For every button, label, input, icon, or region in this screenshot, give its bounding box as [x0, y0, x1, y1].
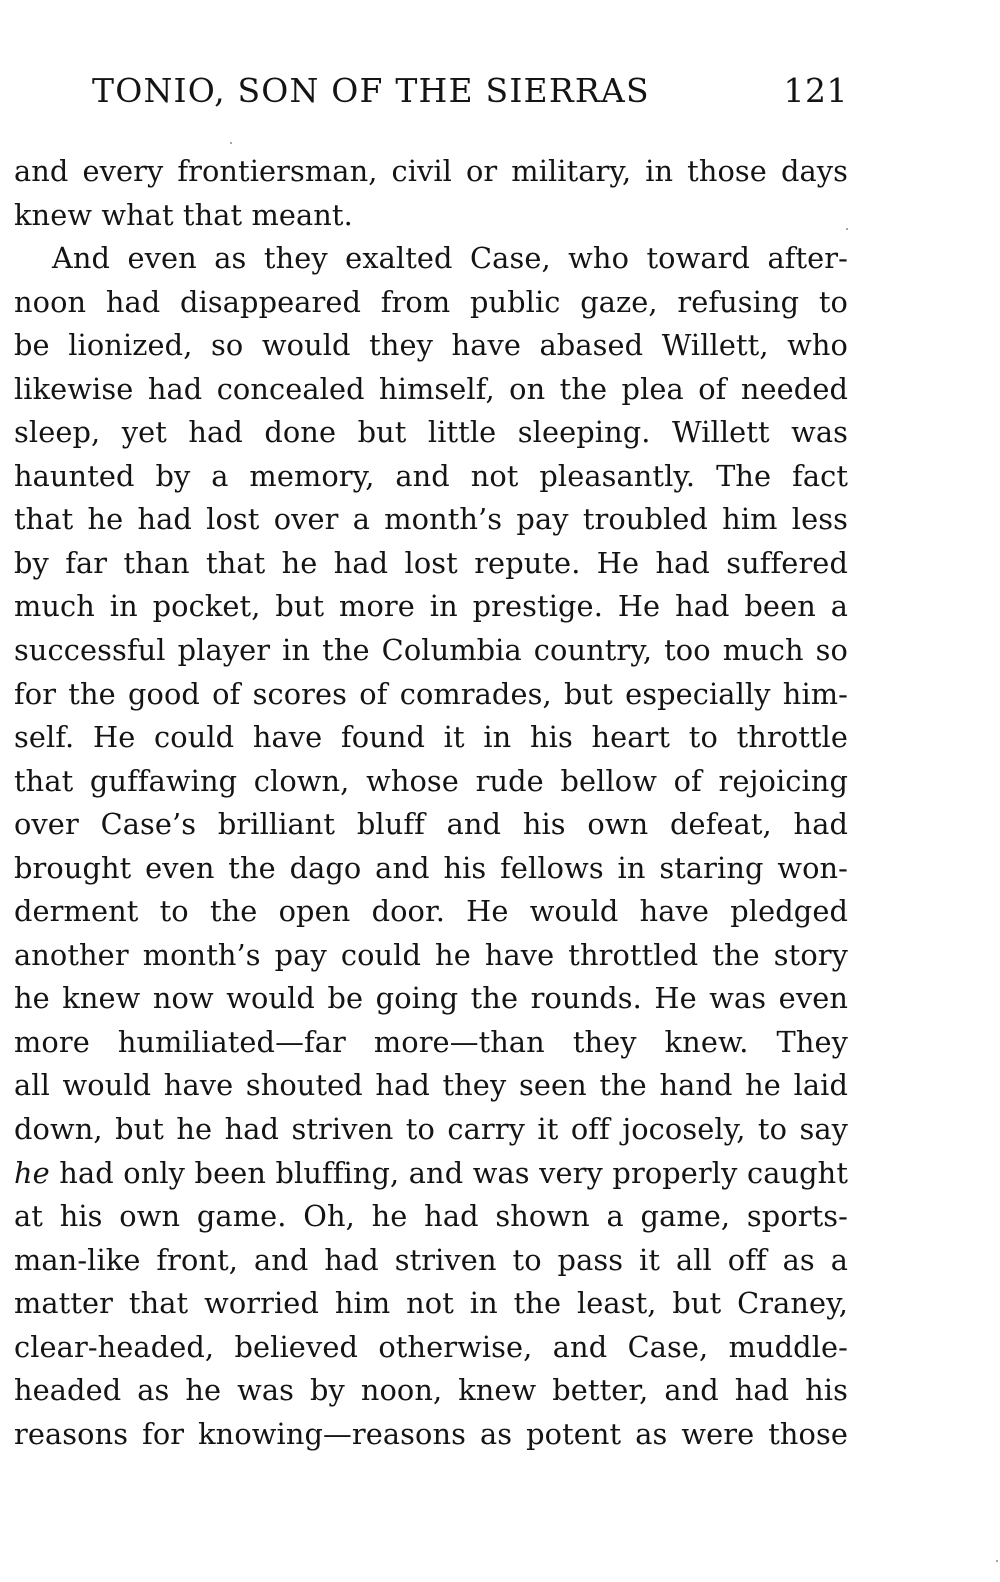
- text-line: brought even the dago and his fellows in staring won-: [14, 850, 848, 885]
- scan-speck: [846, 228, 848, 230]
- text-line-rest: had only been bluffing, and was very properly caught: [49, 1155, 848, 1190]
- text-line: man-like front, and had striven to pass it all off as a: [14, 1242, 848, 1277]
- text-line: he knew now would be going the rounds. He was even: [14, 981, 848, 1016]
- italic-word: he: [14, 1155, 50, 1190]
- text-line: successful player in the Columbia country, too much so: [14, 633, 848, 668]
- text-line: by far than that he had lost repute. He had suffered: [14, 545, 848, 580]
- text-line: sleep, yet had done but little sleeping. Willett was: [14, 415, 848, 450]
- text-line: at his own game. Oh, he had shown a game, sports-: [14, 1199, 848, 1234]
- text-line: another month’s pay could he have throttled the story: [14, 937, 848, 972]
- scan-speck: [996, 1560, 998, 1562]
- text-line: for the good of scores of comrades, but especially him-: [14, 676, 848, 711]
- scan-speck: [230, 142, 232, 144]
- text-line: matter that worried him not in the least, but Craney,: [14, 1286, 848, 1321]
- text-line: much in pocket, but more in prestige. He had been a: [14, 589, 848, 624]
- text-line: derment to the open door. He would have pledged: [14, 894, 848, 929]
- text-line: And even as they exalted Case, who toward after-: [52, 241, 848, 276]
- text-line: noon had disappeared from public gaze, refusing to: [14, 284, 848, 319]
- text-line: over Case’s brilliant bluff and his own defeat, had: [14, 807, 848, 842]
- text-line: knew what that meant.: [14, 197, 353, 232]
- text-line: [14, 1152, 848, 1196]
- text-line: more humiliated—far more—than they knew. They: [14, 1024, 848, 1059]
- text-line: self. He could have found it in his heart to throttle: [14, 720, 848, 755]
- text-line: clear-headed, believed otherwise, and Case, muddle-: [14, 1329, 848, 1364]
- text-line: headed as he was by noon, knew better, and had his: [14, 1373, 848, 1408]
- running-head: [14, 66, 848, 116]
- text-line: haunted by a memory, and not pleasantly. The fact: [14, 458, 848, 493]
- text-line: be lionized, so would they have abased Willett, who: [14, 328, 848, 363]
- book-page: [14, 0, 848, 1582]
- text-line: down, but he had striven to carry it off jocosely, to say: [14, 1112, 848, 1147]
- body-text: [14, 150, 848, 1456]
- text-line: reasons for knowing—reasons as potent as were those: [14, 1416, 848, 1451]
- text-line: all would have shouted had they seen the hand he laid: [14, 1068, 848, 1103]
- text-line: that guffawing clown, whose rude bellow of rejoicing: [14, 763, 848, 798]
- text-line: likewise had concealed himself, on the plea of needed: [14, 371, 848, 406]
- running-title: TONIO, SON OF THE SIERRAS: [92, 71, 650, 110]
- page-number: 121: [783, 71, 848, 110]
- text-line: that he had lost over a month’s pay troubled him less: [14, 502, 848, 537]
- text-line: and every frontiersman, civil or military, in those days: [14, 154, 848, 188]
